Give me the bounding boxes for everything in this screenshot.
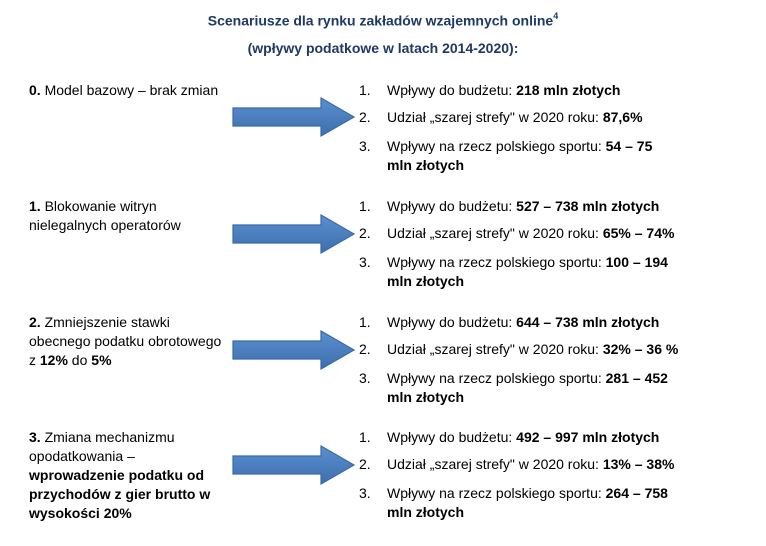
list-item: 1. Wpływy do budżetu: 527 – 738 mln złotych: [359, 198, 660, 214]
list-item: 1. Wpływy do budżetu: 218 mln złotych: [359, 82, 621, 98]
list-item: 3. Wpływy na rzecz polskiego sportu: 281 – 452 mln złotych: [359, 370, 668, 405]
list-item: 2. Udział „szarej strefy" w 2020 roku: 65% – 74%: [359, 225, 675, 241]
list-item: 2. Udział „szarej strefy" w 2020 roku: 87,6%: [359, 109, 643, 125]
list-item: 2. Udział „szarej strefy" w 2020 roku: 32% – 36 %: [359, 341, 679, 357]
list-item: 3. Wpływy na rzecz polskiego sportu: 100 – 194 mln złotych: [359, 254, 668, 289]
arrow-right-icon: [232, 214, 356, 254]
list-item: 1. Wpływy do budżetu: 644 – 738 mln złotych: [359, 314, 660, 330]
arrow-right-icon: [232, 97, 356, 137]
page-title: [0, 12, 766, 29]
scenario-0-name: 0. Model bazowy – brak zmian: [29, 82, 219, 98]
scenario-1-effects: [359, 197, 709, 291]
list-item: 3. Wpływy na rzecz polskiego sportu: 264 – 758 mln złotych: [359, 485, 668, 520]
list-item: 3. Wpływy na rzecz polskiego sportu: 54 – 75 mln złotych: [359, 138, 653, 173]
scenario-2-name: 2. Zmniejszenie stawki obecnego podatku obrotowego z 12% do 5%: [29, 314, 222, 368]
title-text: Scenariusze dla rynku zakładów wzajemnych online: [207, 12, 554, 29]
list-item: 1. Wpływy do budżetu: 492 – 997 mln złotych: [359, 429, 660, 445]
arrow-right-icon: [232, 445, 356, 485]
list-item: 2. Udział „szarej strefy" w 2020 roku: 13% – 38%: [359, 456, 675, 472]
scenario-1-name: 1. Blokowanie witryn nielegalnych operatorów: [29, 198, 181, 233]
footnote-marker: 4: [553, 11, 559, 21]
scenario-0-effects: [359, 81, 709, 175]
arrow-right-icon: [232, 330, 356, 370]
page-subtitle: (wpływy podatkowe w latach 2014-2020):: [247, 40, 519, 56]
scenario-2-effects: [359, 313, 709, 407]
scenario-3-name: 3. Zmiana mechanizmu opodatkowania – wprowadzenie podatku od przychodów z gier brutto w wysokości 20%: [29, 429, 211, 521]
scenario-3-effects: [359, 428, 709, 522]
